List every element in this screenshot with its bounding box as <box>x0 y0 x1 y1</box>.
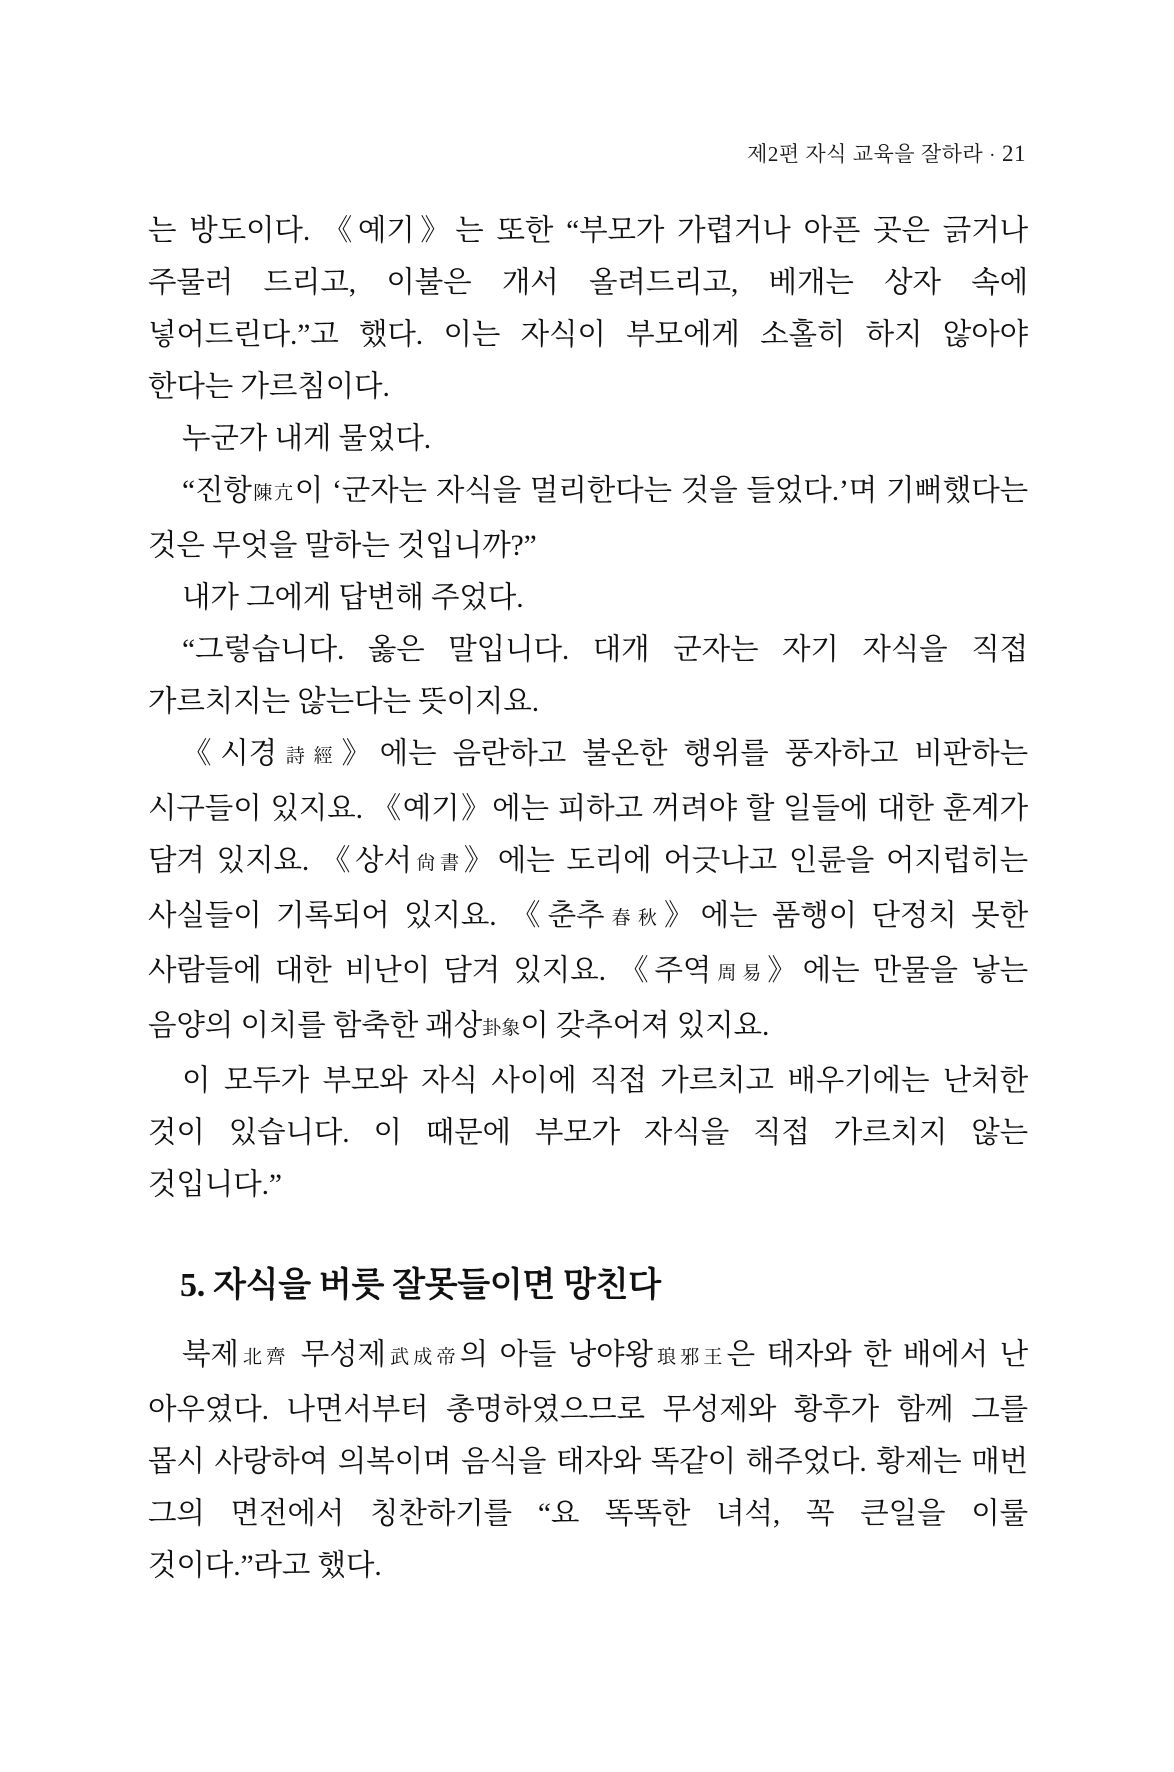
hanja-gloss: 春秋 <box>604 908 665 929</box>
hanja-gloss: 周易 <box>711 963 768 984</box>
text-run: 》에는 음란하고 불온한 행위를 풍자하고 비판하는 시구들이 있지요. 《예기》에는 피하고 꺼려야 할 일들에 대한 훈계가 담겨 있지요. 《상서 <box>148 738 1028 877</box>
paragraph-5 <box>148 624 1028 728</box>
text-run: 》에는 만물을 낳는 음양의 이치를 함축한 괘상 <box>148 955 1028 1042</box>
body-text-block <box>148 205 1028 1592</box>
text-run: 내가 그에게 답변해 주었다. <box>182 582 524 614</box>
spacer-after-heading <box>148 1313 1028 1329</box>
hanja-gloss: 武成帝 <box>385 1347 460 1368</box>
running-head-chapter: 제2편 자식 교육을 잘하라 <box>747 142 984 166</box>
spacer-before-heading <box>148 1211 1028 1259</box>
text-run: 이 갖추어져 있지요. <box>520 1010 770 1042</box>
text-run: 》에는 도리에 어긋나고 인륜을 어지럽히는 사실들이 기록되어 있지요. 《춘추 <box>148 845 1028 932</box>
paragraph-4 <box>148 572 1028 624</box>
paragraph-3 <box>148 465 1028 572</box>
text-run: 이 ‘군자는 자식을 멀리한다는 것을 들었다.’며 기뻐했다는 것은 무엇을 말하는 것입니까?” <box>148 475 1028 562</box>
paragraph-1 <box>148 205 1028 413</box>
hanja-gloss: 北齊 <box>238 1347 290 1368</box>
hanja-gloss: 陳亢 <box>251 483 295 504</box>
running-head-separator: · <box>989 145 996 166</box>
hanja-gloss: 尙書 <box>411 853 464 874</box>
text-run: 북제 <box>182 1339 239 1371</box>
running-head <box>747 138 1026 168</box>
paragraph-7 <box>148 1055 1028 1211</box>
page-number: 21 <box>1002 141 1026 166</box>
paragraph-6 <box>148 728 1028 1055</box>
paragraph-8 <box>148 1329 1028 1592</box>
hanja-gloss: 詩經 <box>277 746 342 767</box>
section-heading: 5. 자식을 버릇 잘못들이면 망친다 <box>180 1267 661 1304</box>
text-run: “그렇습니다. 옳은 말입니다. 대개 군자는 자기 자식을 직접 가르치지는 않는다는 뜻이지요. <box>148 634 1028 718</box>
text-run: 의 아들 낭야왕 <box>459 1339 653 1371</box>
text-run: 》에는 품행이 단정치 못한 사람들에 대한 비난이 담겨 있지요. 《주역 <box>148 900 1028 987</box>
hanja-gloss: 琅邪王 <box>652 1347 727 1368</box>
text-run: 무성제 <box>289 1339 386 1371</box>
text-run: 《시경 <box>182 738 278 770</box>
hanja-gloss: 卦象 <box>482 1018 521 1039</box>
text-run: 이 모두가 부모와 자식 사이에 직접 가르치고 배우기에는 난처한 것이 있습니다. 이 때문에 부모가 자식을 직접 가르치지 않는 것입니다.” <box>148 1065 1028 1201</box>
paragraph-2 <box>148 413 1028 465</box>
text-run: 은 태자와 한 배에서 난 아우였다. 나면서부터 총명하였으므로 무성제와 황후가 함께 그를 몹시 사랑하여 의복이며 음식을 태자와 똑같이 해주었다. 황제는 매번 그의 면전에서 칭찬하기를 “요 똑똑한 녀석, 꼭 큰일을 이룰 것이다.”라고 했다. <box>148 1339 1028 1582</box>
text-run: 는 방도이다. 《예기》는 또한 “부모가 가렵거나 아픈 곳은 긁거나 주물러 드리고, 이불은 개서 올려드리고, 베개는 상자 속에 넣어드린다.”고 했다. 이는 자식이 부모에게 소홀히 하지 않아야 한다는 가르침이다. <box>148 215 1028 403</box>
text-run: “진항 <box>182 475 252 507</box>
text-run: 누군가 내게 물었다. <box>182 423 432 455</box>
